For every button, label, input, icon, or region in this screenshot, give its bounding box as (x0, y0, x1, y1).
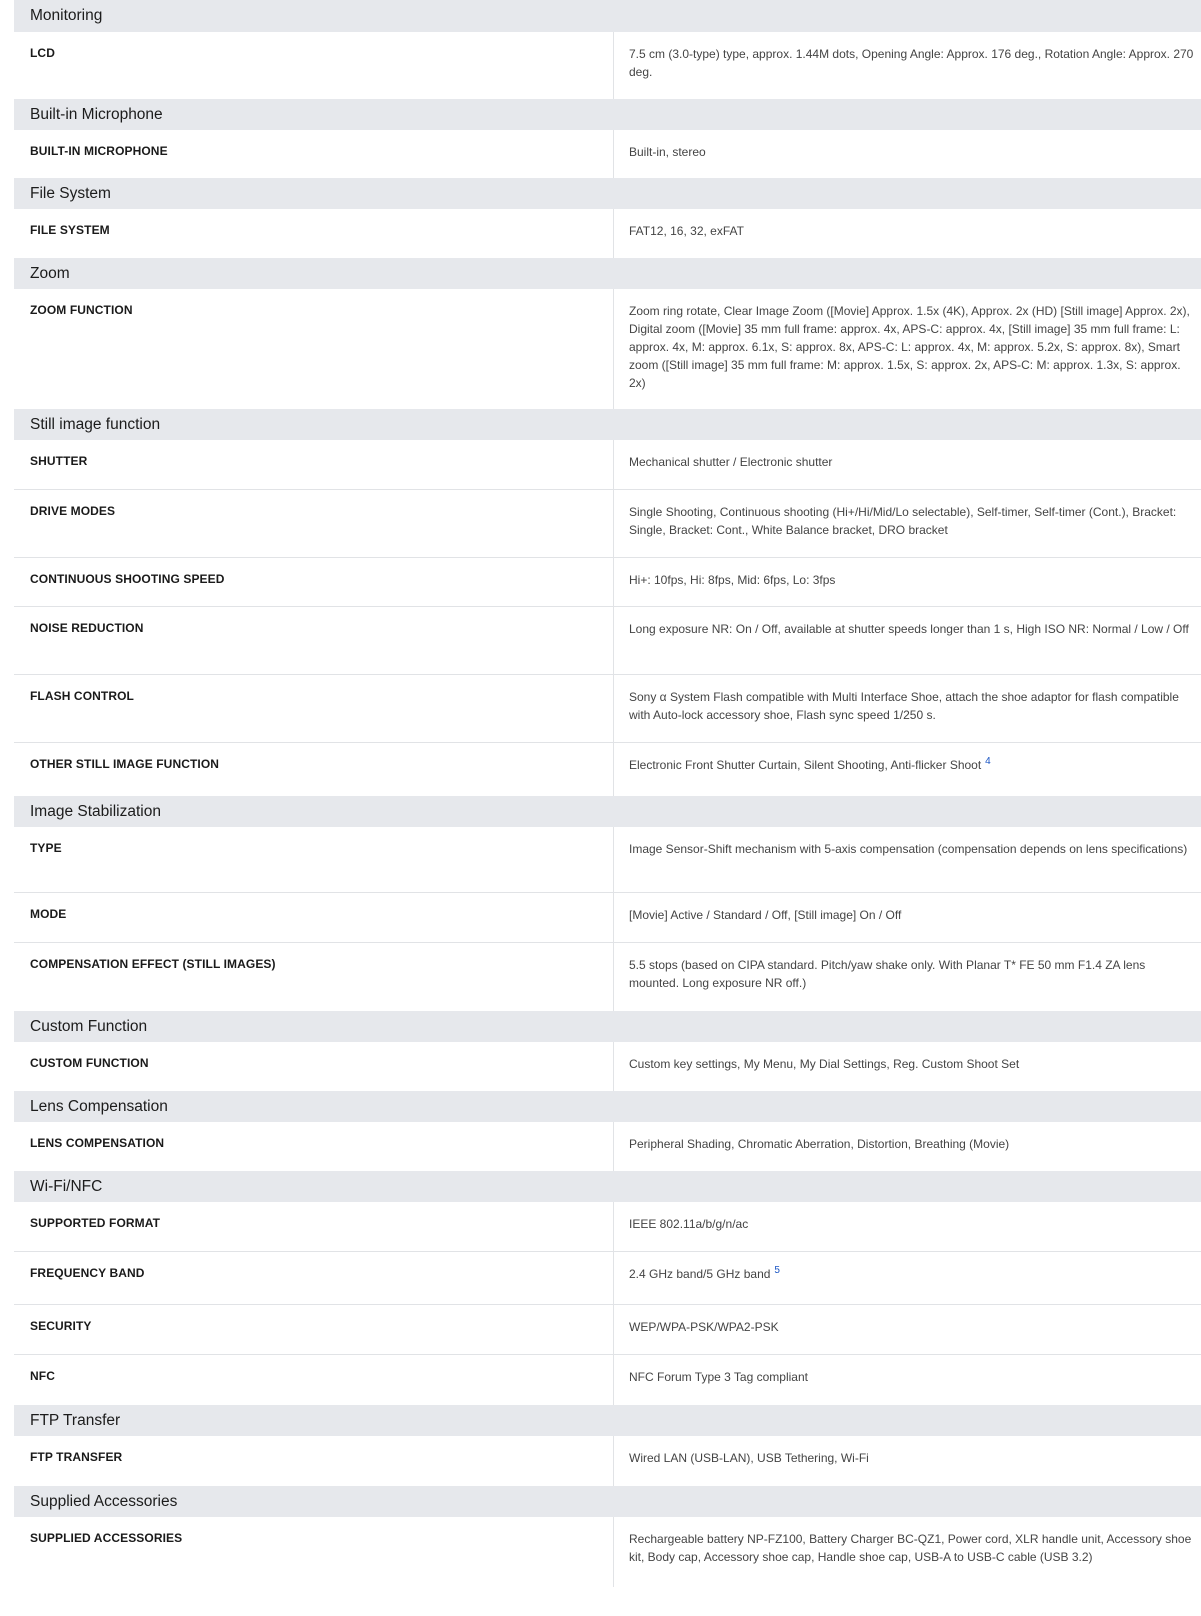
spec-label: TYPE (14, 827, 614, 892)
spec-label: SUPPLIED ACCESSORIES (14, 1517, 614, 1587)
spec-row-ftp-transfer (14, 1436, 1201, 1486)
spec-row-drive-modes (14, 490, 1201, 558)
section-header: Built-in Microphone (14, 99, 1201, 130)
spec-value-cell (614, 1517, 1201, 1587)
spec-section-built-in-microphone (0, 99, 1201, 178)
spec-value-cell (614, 440, 1201, 489)
spec-label: FTP TRANSFER (14, 1436, 614, 1486)
spec-section-still-image-function (0, 409, 1201, 796)
spec-row-type (14, 827, 1201, 893)
section-header: Wi-Fi/NFC (14, 1171, 1201, 1202)
spec-label: BUILT-IN MICROPHONE (14, 130, 614, 178)
spec-section-file-system (0, 178, 1201, 258)
spec-value-cell (614, 607, 1201, 674)
spec-row-compensation-effect-still-images (14, 943, 1201, 1011)
section-header: Supplied Accessories (14, 1486, 1201, 1517)
spec-row-supported-format (14, 1202, 1201, 1252)
spec-section-ftp-transfer (0, 1405, 1201, 1486)
section-header: Custom Function (14, 1011, 1201, 1042)
spec-label: CONTINUOUS SHOOTING SPEED (14, 558, 614, 606)
spec-value: 2.4 GHz band/5 GHz band (629, 1267, 771, 1281)
spec-value: Zoom ring rotate, Clear Image Zoom ([Movie] Approx. 1.5x (4K), Approx. 2x (HD) [Still image] Approx. 2x), Digital zoom ([Movie] 35 mm full frame: approx. 4x, APS-C: approx. 4x, [Still image] 35 mm full frame: L: approx. 4x, M: approx. 6.1x, S: approx. 8x, APS-C: L: approx. 4x, M: approx. 5.2x, S: approx. 8x), Smart zoom ([Still image] 35 mm full frame: M: approx. 1.5x, S: approx. 2x, APS-C: M: approx. 1.3x, S: approx. 2x) (629, 304, 1190, 390)
spec-row-custom-function (14, 1042, 1201, 1091)
spec-value-cell (614, 943, 1201, 1011)
spec-row-frequency-band (14, 1252, 1201, 1305)
section-header: Image Stabilization (14, 796, 1201, 827)
spec-row-lcd (14, 32, 1201, 99)
spec-value: Electronic Front Shutter Curtain, Silent Shooting, Anti-flicker Shoot (629, 758, 982, 772)
spec-label: FLASH CONTROL (14, 675, 614, 742)
spec-label: SUPPORTED FORMAT (14, 1202, 614, 1251)
spec-value: NFC Forum Type 3 Tag compliant (629, 1370, 808, 1384)
spec-row-zoom-function (14, 289, 1201, 409)
spec-value-cell (614, 893, 1201, 942)
spec-value: Custom key settings, My Menu, My Dial Settings, Reg. Custom Shoot Set (629, 1057, 1020, 1071)
spec-row-flash-control (14, 675, 1201, 743)
spec-label: SECURITY (14, 1305, 614, 1354)
spec-section-wi-fi-nfc (0, 1171, 1201, 1405)
spec-value-cell (614, 32, 1201, 99)
spec-label: ZOOM FUNCTION (14, 289, 614, 409)
spec-label: FILE SYSTEM (14, 209, 614, 258)
spec-row-mode (14, 893, 1201, 943)
spec-row-file-system (14, 209, 1201, 258)
spec-value-cell (614, 1355, 1201, 1405)
spec-row-security (14, 1305, 1201, 1355)
spec-section-lens-compensation (0, 1091, 1201, 1171)
spec-label: MODE (14, 893, 614, 942)
spec-section-supplied-accessories (0, 1486, 1201, 1587)
spec-value: Mechanical shutter / Electronic shutter (629, 455, 833, 469)
spec-value: Long exposure NR: On / Off, available at shutter speeds longer than 1 s, High ISO NR: Normal / Low / Off (629, 622, 1189, 636)
spec-value-cell (614, 130, 1201, 178)
spec-label: SHUTTER (14, 440, 614, 489)
spec-row-nfc (14, 1355, 1201, 1405)
spec-label: LENS COMPENSATION (14, 1122, 614, 1171)
spec-value: IEEE 802.11a/b/g/n/ac (629, 1217, 749, 1231)
spec-section-monitoring (0, 0, 1201, 99)
spec-value-cell (614, 827, 1201, 892)
spec-value-cell (614, 490, 1201, 557)
spec-label: DRIVE MODES (14, 490, 614, 557)
spec-value-cell (614, 558, 1201, 606)
section-header: Monitoring (14, 0, 1201, 32)
section-header: Lens Compensation (14, 1091, 1201, 1122)
spec-value-cell (614, 1252, 1201, 1304)
spec-value: Single Shooting, Continuous shooting (Hi+/Hi/Mid/Lo selectable), Self-timer, Self-timer (Cont.), Bracket: Single, Bracket: Cont., White Balance bracket, DRO bracket (629, 505, 1177, 537)
section-header: Still image function (14, 409, 1201, 440)
spec-section-zoom (0, 258, 1201, 409)
footnote-link[interactable]: 5 (774, 1265, 780, 1276)
spec-value: Peripheral Shading, Chromatic Aberration, Distortion, Breathing (Movie) (629, 1137, 1010, 1151)
spec-value: Rechargeable battery NP-FZ100, Battery Charger BC-QZ1, Power cord, XLR handle unit, Accessory shoe kit, Body cap, Accessory shoe cap, Handle shoe cap, USB-A to USB-C cable (USB 3.2) (629, 1532, 1192, 1564)
spec-label: NOISE REDUCTION (14, 607, 614, 674)
spec-label: LCD (14, 32, 614, 99)
spec-row-shutter (14, 440, 1201, 490)
spec-value-cell (614, 675, 1201, 742)
spec-row-continuous-shooting-speed (14, 558, 1201, 607)
spec-value: Built-in, stereo (629, 145, 706, 159)
spec-value: Sony α System Flash compatible with Multi Interface Shoe, attach the shoe adaptor for flash compatible with Auto-lock accessory shoe, Flash sync speed 1/250 s. (629, 690, 1179, 722)
section-header: File System (14, 178, 1201, 209)
spec-section-image-stabilization (0, 796, 1201, 1011)
spec-value: [Movie] Active / Standard / Off, [Still image] On / Off (629, 908, 902, 922)
spec-label: FREQUENCY BAND (14, 1252, 614, 1304)
spec-value-cell (614, 1305, 1201, 1354)
spec-row-built-in-microphone (14, 130, 1201, 178)
section-header: Zoom (14, 258, 1201, 289)
spec-value-cell (614, 1042, 1201, 1091)
spec-row-lens-compensation (14, 1122, 1201, 1171)
spec-value: 7.5 cm (3.0-type) type, approx. 1.44M dots, Opening Angle: Approx. 176 deg., Rotation Angle: Approx. 270 deg. (629, 47, 1194, 79)
spec-label: OTHER STILL IMAGE FUNCTION (14, 743, 614, 796)
spec-row-other-still-image-function (14, 743, 1201, 796)
spec-value: WEP/WPA-PSK/WPA2-PSK (629, 1320, 779, 1334)
spec-value-cell (614, 1202, 1201, 1251)
spec-label: NFC (14, 1355, 614, 1405)
spec-value-cell (614, 209, 1201, 258)
spec-label: CUSTOM FUNCTION (14, 1042, 614, 1091)
spec-section-custom-function (0, 1011, 1201, 1091)
footnote-link[interactable]: 4 (985, 756, 991, 767)
spec-row-noise-reduction (14, 607, 1201, 675)
spec-value-cell (614, 743, 1201, 796)
spec-value: Image Sensor-Shift mechanism with 5-axis compensation (compensation depends on lens specifications) (629, 842, 1188, 856)
spec-value: FAT12, 16, 32, exFAT (629, 224, 744, 238)
spec-value: Hi+: 10fps, Hi: 8fps, Mid: 6fps, Lo: 3fps (629, 573, 836, 587)
spec-value: Wired LAN (USB-LAN), USB Tethering, Wi-Fi (629, 1451, 869, 1465)
spec-value: 5.5 stops (based on CIPA standard. Pitch/yaw shake only. With Planar T* FE 50 mm F1.4 ZA lens mounted. Long exposure NR off.) (629, 958, 1146, 990)
spec-row-supplied-accessories (14, 1517, 1201, 1587)
spec-value-cell (614, 289, 1201, 409)
spec-label: COMPENSATION EFFECT (STILL IMAGES) (14, 943, 614, 1011)
spec-value-cell (614, 1122, 1201, 1171)
section-header: FTP Transfer (14, 1405, 1201, 1436)
spec-value-cell (614, 1436, 1201, 1486)
